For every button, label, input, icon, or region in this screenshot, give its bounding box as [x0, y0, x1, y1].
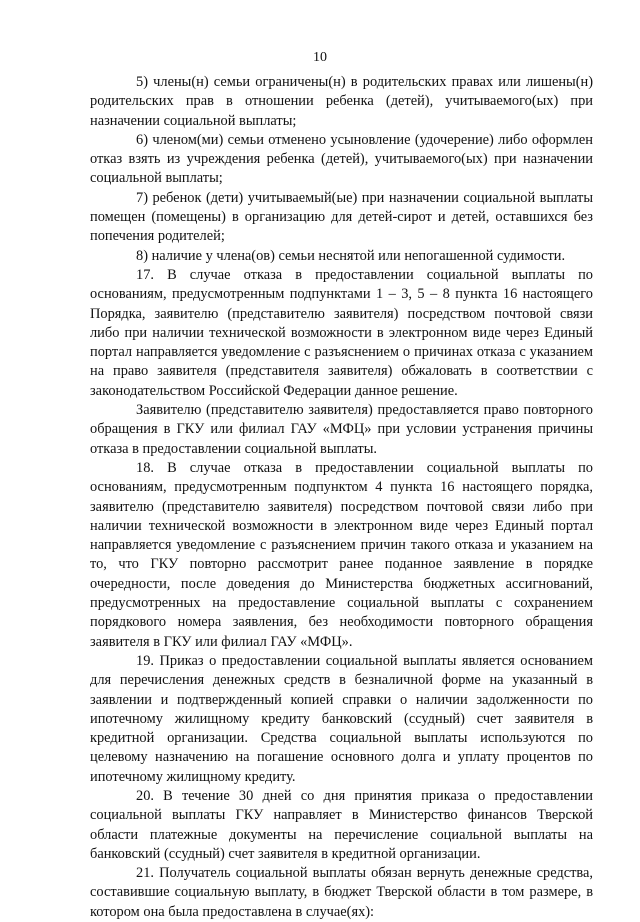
list-item-8: 8) наличие у члена(ов) семьи неснятой или непогашенной судимости. — [136, 247, 566, 264]
document-body — [90, 73, 593, 922]
clause-20: 20. В течение 30 дней со дня принятия приказа о предоставлении социальной выплаты ГКУ направляет в Министерство финансов Тверской области платежные документы на перечисление социальной выплаты на банковский (ссудный) счет заявителя в кредитной организации. — [90, 787, 593, 862]
list-item-5: 5) члены(н) семьи ограничены(н) в родительских правах или лишены(н) родительских прав в отношении ребенка (детей), учитываемого(ых) при назначении социальной выплаты; — [90, 74, 593, 129]
clause-17: 17. В случае отказа в предоставлении социальной выплаты по основаниям, предусмотренным подпунктами 1 – 3, 5 – 8 пункта 16 настоящего Порядка, заявителю (представителю заявителя) посредством почтовой связи либо при наличии технической возможности в электронном виде через Единый портал направляется уведомление с разъяснением о причинах отказа с указанием на право заявителя (представителя заявителя) обжаловать в соответствии с законодательством Российской Федерации данное решение. — [90, 266, 593, 399]
clause-17-right-to-reapply: Заявителю (представителю заявителя) предоставляется право повторного обращения в ГКУ или филиал ГАУ «МФЦ» при условии устранения причины отказа в предоставлении социальной выплаты. — [90, 402, 593, 457]
list-item-6: 6) членом(ми) семьи отменено усыновление (удочерение) либо оформлен отказ взять из учреждения ребенка (детей), учитываемого(ых) при назначении социальной выплаты; — [90, 131, 593, 187]
clause-21: 21. Получатель социальной выплаты обязан вернуть денежные средства, составившие социальную выплату, в бюджет Тверской области в том размере, в котором она была предоставлена в случае(ях): — [90, 865, 593, 920]
clause-19: 19. Приказ о предоставлении социальной выплаты является основанием для перечисления денежных средств в безналичной форме на указанный в заявлении и подтвержденный копией справки о наличии задолженности по ипотечному жилищному кредиту банковский (ссудный) счет заявителя в кредитной организации. Средства социальной выплаты используются по целевому назначению на погашение основного долга и уплату процентов по ипотечному жилищному кредиту. — [90, 652, 593, 785]
list-item-7: 7) ребенок (дети) учитываемый(ые) при назначении социальной выплаты помещен (помещены) в организацию для детей-сирот и детей, оставшихся без попечения родителей; — [90, 189, 593, 245]
clause-18: 18. В случае отказа в предоставлении социальной выплаты по основаниям, предусмотренным подпунктом 4 пункта 16 настоящего порядка, заявителю (представителю заявителя) посредством почтовой связи либо при наличии технической возможности в электронном виде через Единый портал направляется уведомление с разъяснением причин такого отказа и указанием на то, что ГКУ повторно рассмотрит ранее поданное заявление в порядке очередности, после доведения до Министерства бюджетных ассигнований, предусмотренных на предоставление социальной выплаты с сохранением порядкового номера заявления, без необходимости повторного обращения заявителя в ГКУ или филиал ГАУ «МФЦ». — [90, 459, 593, 650]
page-number: 10 — [313, 50, 327, 65]
